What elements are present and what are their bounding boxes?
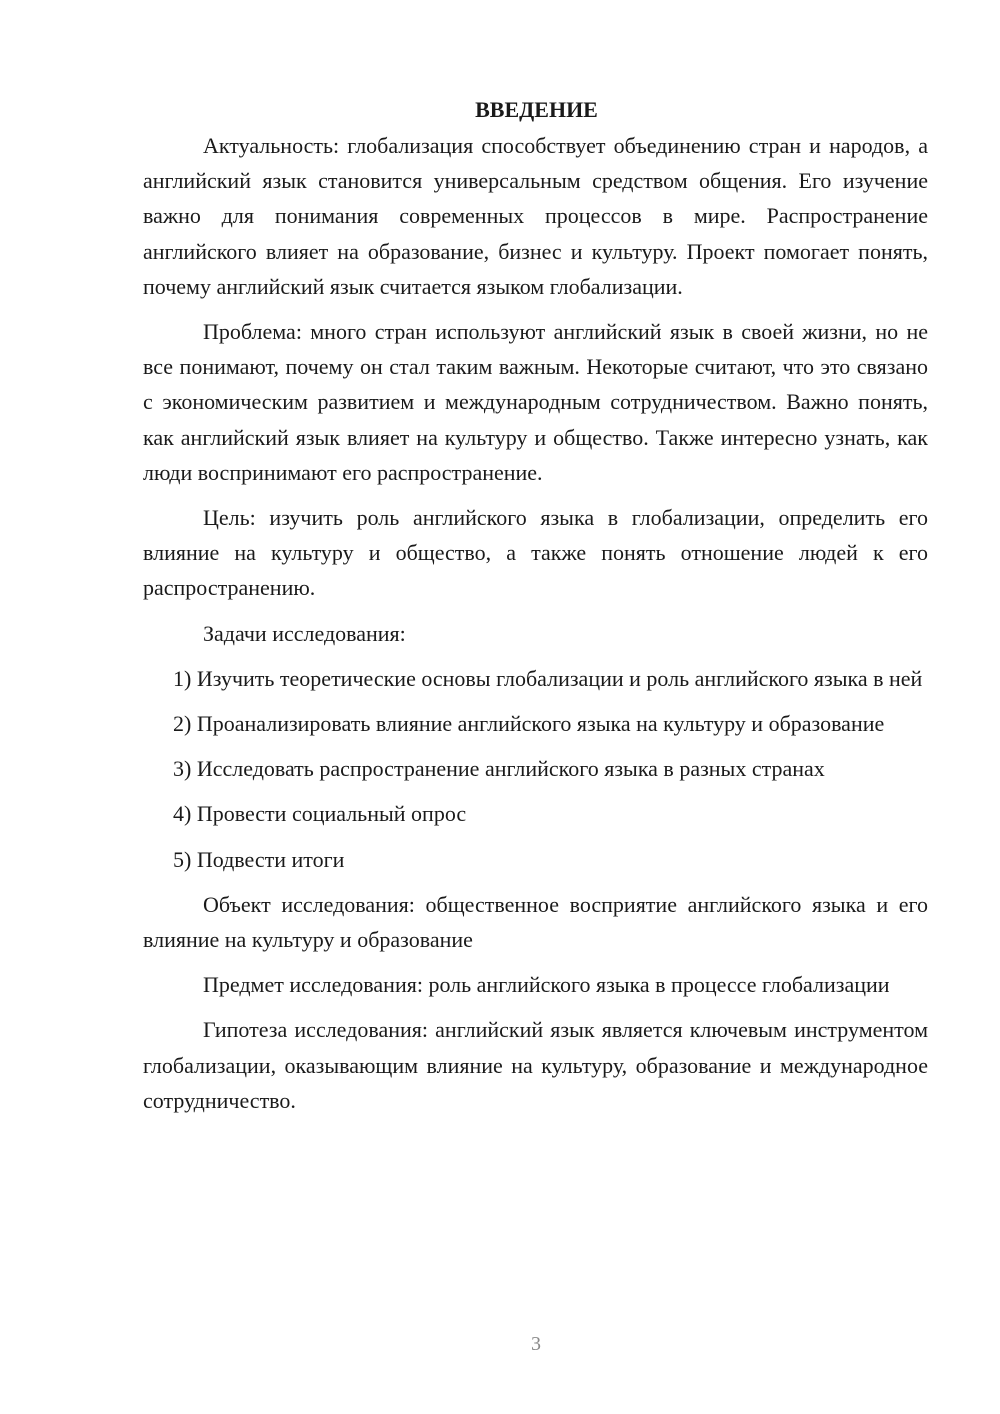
paragraph-subject: Предмет исследования: роль английского языка в процессе глобализации	[203, 972, 890, 998]
paragraph-relevance: Актуальность: глобализация способствует объединению стран и народов, а английский язык становится универсальным средством общения. Его изучение важно для понимания современных процессов в мире. Распространение английского влияет на образование, бизнес и культуру. Проект помогает понять, почему английский язык считается языком глобализации.	[143, 133, 928, 299]
task-item-3: 3) Исследовать распространение английского языка в разных странах	[173, 756, 825, 782]
paragraph-object: Объект исследования: общественное восприятие английского языка и его влияние на культуру и образование	[143, 891, 928, 953]
task-item-5: 5) Подвести итоги	[173, 846, 345, 872]
paragraph-goal: Цель: изучить роль английского языка в глобализации, определить его влияние на культуру и общество, а также понять отношение людей к его распространению.	[143, 505, 928, 601]
task-item-1: 1) Изучить теоретические основы глобализации и роль английского языка в ней	[173, 665, 923, 691]
task-item-4: 4) Провести социальный опрос	[173, 801, 467, 827]
document-page	[143, 92, 928, 1128]
task-item-2: 2) Проанализировать влияние английского языка на культуру и образование	[173, 711, 885, 737]
tasks-heading: Задачи исследования:	[203, 620, 406, 646]
page-number: 3	[531, 1333, 541, 1355]
document-title: ВВЕДЕНИЕ	[475, 97, 598, 122]
paragraph-hypothesis: Гипотеза исследования: английский язык является ключевым инструментом глобализации, оказывающим влияние на культуру, образование и международное сотрудничество.	[143, 1017, 928, 1113]
paragraph-problem: Проблема: много стран используют английский язык в своей жизни, но не все понимают, почему он стал таким важным. Некоторые считают, что это связано с экономическим развитием и международным сотрудничеством. Важно понять, как английский язык влияет на культуру и общество. Также интересно узнать, как люди воспринимают его распространение.	[143, 319, 928, 485]
